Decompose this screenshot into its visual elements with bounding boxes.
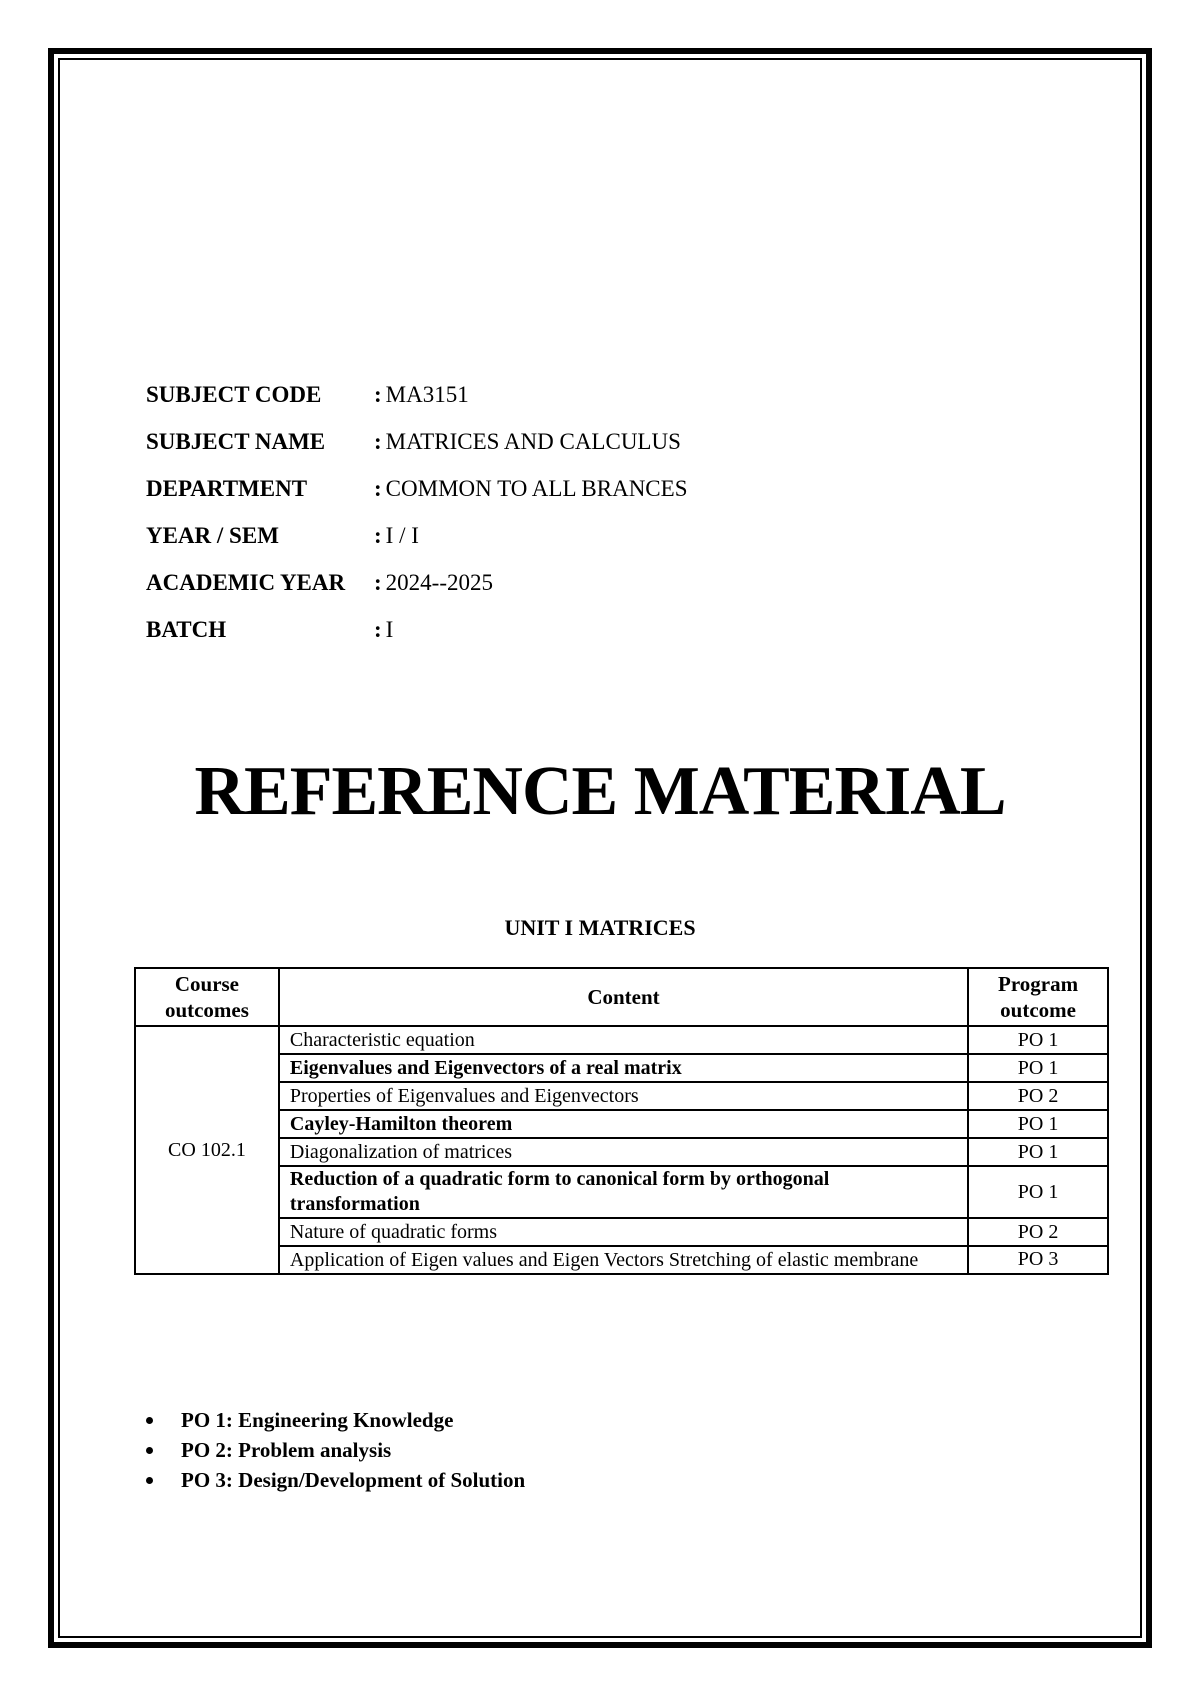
table-row bbox=[135, 1082, 1108, 1110]
table-row bbox=[135, 1138, 1108, 1166]
content-cell: Reduction of a quadratic form to canonical form by orthogonal transformation bbox=[279, 1166, 968, 1218]
header-course-outcomes: Course outcomes bbox=[135, 968, 279, 1026]
info-row-subject-code bbox=[146, 382, 688, 429]
info-value: COMMON TO ALL BRANCES bbox=[385, 476, 688, 501]
info-value: I / I bbox=[385, 523, 419, 548]
page-border-inner bbox=[58, 58, 1142, 1638]
info-row-year-sem bbox=[146, 523, 688, 570]
po-cell: PO 1 bbox=[968, 1026, 1108, 1054]
table-row bbox=[135, 1218, 1108, 1246]
colon: : bbox=[374, 523, 382, 548]
content-cell: Cayley-Hamilton theorem bbox=[279, 1110, 968, 1138]
subject-info bbox=[146, 382, 688, 664]
info-label: YEAR / SEM bbox=[146, 523, 279, 548]
document-title: REFERENCE MATERIAL bbox=[194, 753, 1006, 830]
info-value: 2024--2025 bbox=[385, 570, 493, 595]
legend-text: PO 3: Design/Development of Solution bbox=[181, 1467, 526, 1492]
content-cell: Eigenvalues and Eigenvectors of a real matrix bbox=[279, 1054, 968, 1082]
po-cell: PO 1 bbox=[968, 1054, 1108, 1082]
info-label: SUBJECT CODE bbox=[146, 382, 322, 407]
colon: : bbox=[374, 382, 382, 407]
bullet-icon bbox=[146, 1447, 153, 1454]
legend-text: PO 1: Engineering Knowledge bbox=[181, 1407, 454, 1432]
info-row-department bbox=[146, 476, 688, 523]
content-cell: Application of Eigen values and Eigen Vectors Stretching of elastic membrane bbox=[279, 1246, 968, 1274]
table-row bbox=[135, 1054, 1108, 1082]
info-row-subject-name bbox=[146, 429, 688, 476]
po-cell: PO 1 bbox=[968, 1110, 1108, 1138]
course-outcome-table bbox=[134, 967, 1109, 1275]
colon: : bbox=[374, 617, 382, 642]
table-row bbox=[135, 1026, 1108, 1054]
info-label: SUBJECT NAME bbox=[146, 429, 326, 454]
info-value: I bbox=[385, 617, 394, 642]
list-item bbox=[146, 1435, 525, 1465]
colon: : bbox=[374, 476, 382, 501]
colon: : bbox=[374, 429, 382, 454]
info-row-batch bbox=[146, 617, 688, 664]
content-cell: Diagonalization of matrices bbox=[279, 1138, 968, 1166]
table-row bbox=[135, 1246, 1108, 1274]
table-row bbox=[135, 1166, 1108, 1218]
content-cell: Characteristic equation bbox=[279, 1026, 968, 1054]
bullet-icon bbox=[146, 1417, 153, 1424]
info-label: ACADEMIC YEAR bbox=[146, 570, 346, 595]
po-cell: PO 1 bbox=[968, 1166, 1108, 1218]
unit-title: UNIT I MATRICES bbox=[504, 915, 696, 940]
header-content: Content bbox=[279, 968, 968, 1026]
po-cell: PO 3 bbox=[968, 1246, 1108, 1274]
header-program-outcome: Program outcome bbox=[968, 968, 1108, 1026]
info-label: DEPARTMENT bbox=[146, 476, 308, 501]
info-row-academic-year bbox=[146, 570, 688, 617]
course-outcome-cell: CO 102.1 bbox=[135, 1026, 279, 1274]
bullet-icon bbox=[146, 1477, 153, 1484]
list-item bbox=[146, 1405, 525, 1435]
po-cell: PO 2 bbox=[968, 1218, 1108, 1246]
info-value: MATRICES AND CALCULUS bbox=[385, 429, 681, 454]
info-label: BATCH bbox=[146, 617, 227, 642]
colon: : bbox=[374, 570, 382, 595]
legend-text: PO 2: Problem analysis bbox=[181, 1437, 392, 1462]
content-cell: Nature of quadratic forms bbox=[279, 1218, 968, 1246]
table-row bbox=[135, 1110, 1108, 1138]
table-header-row bbox=[135, 968, 1108, 1026]
po-cell: PO 2 bbox=[968, 1082, 1108, 1110]
content-cell: Properties of Eigenvalues and Eigenvectors bbox=[279, 1082, 968, 1110]
list-item bbox=[146, 1465, 525, 1495]
po-cell: PO 1 bbox=[968, 1138, 1108, 1166]
info-value: MA3151 bbox=[385, 382, 469, 407]
program-outcome-legend bbox=[146, 1405, 525, 1495]
